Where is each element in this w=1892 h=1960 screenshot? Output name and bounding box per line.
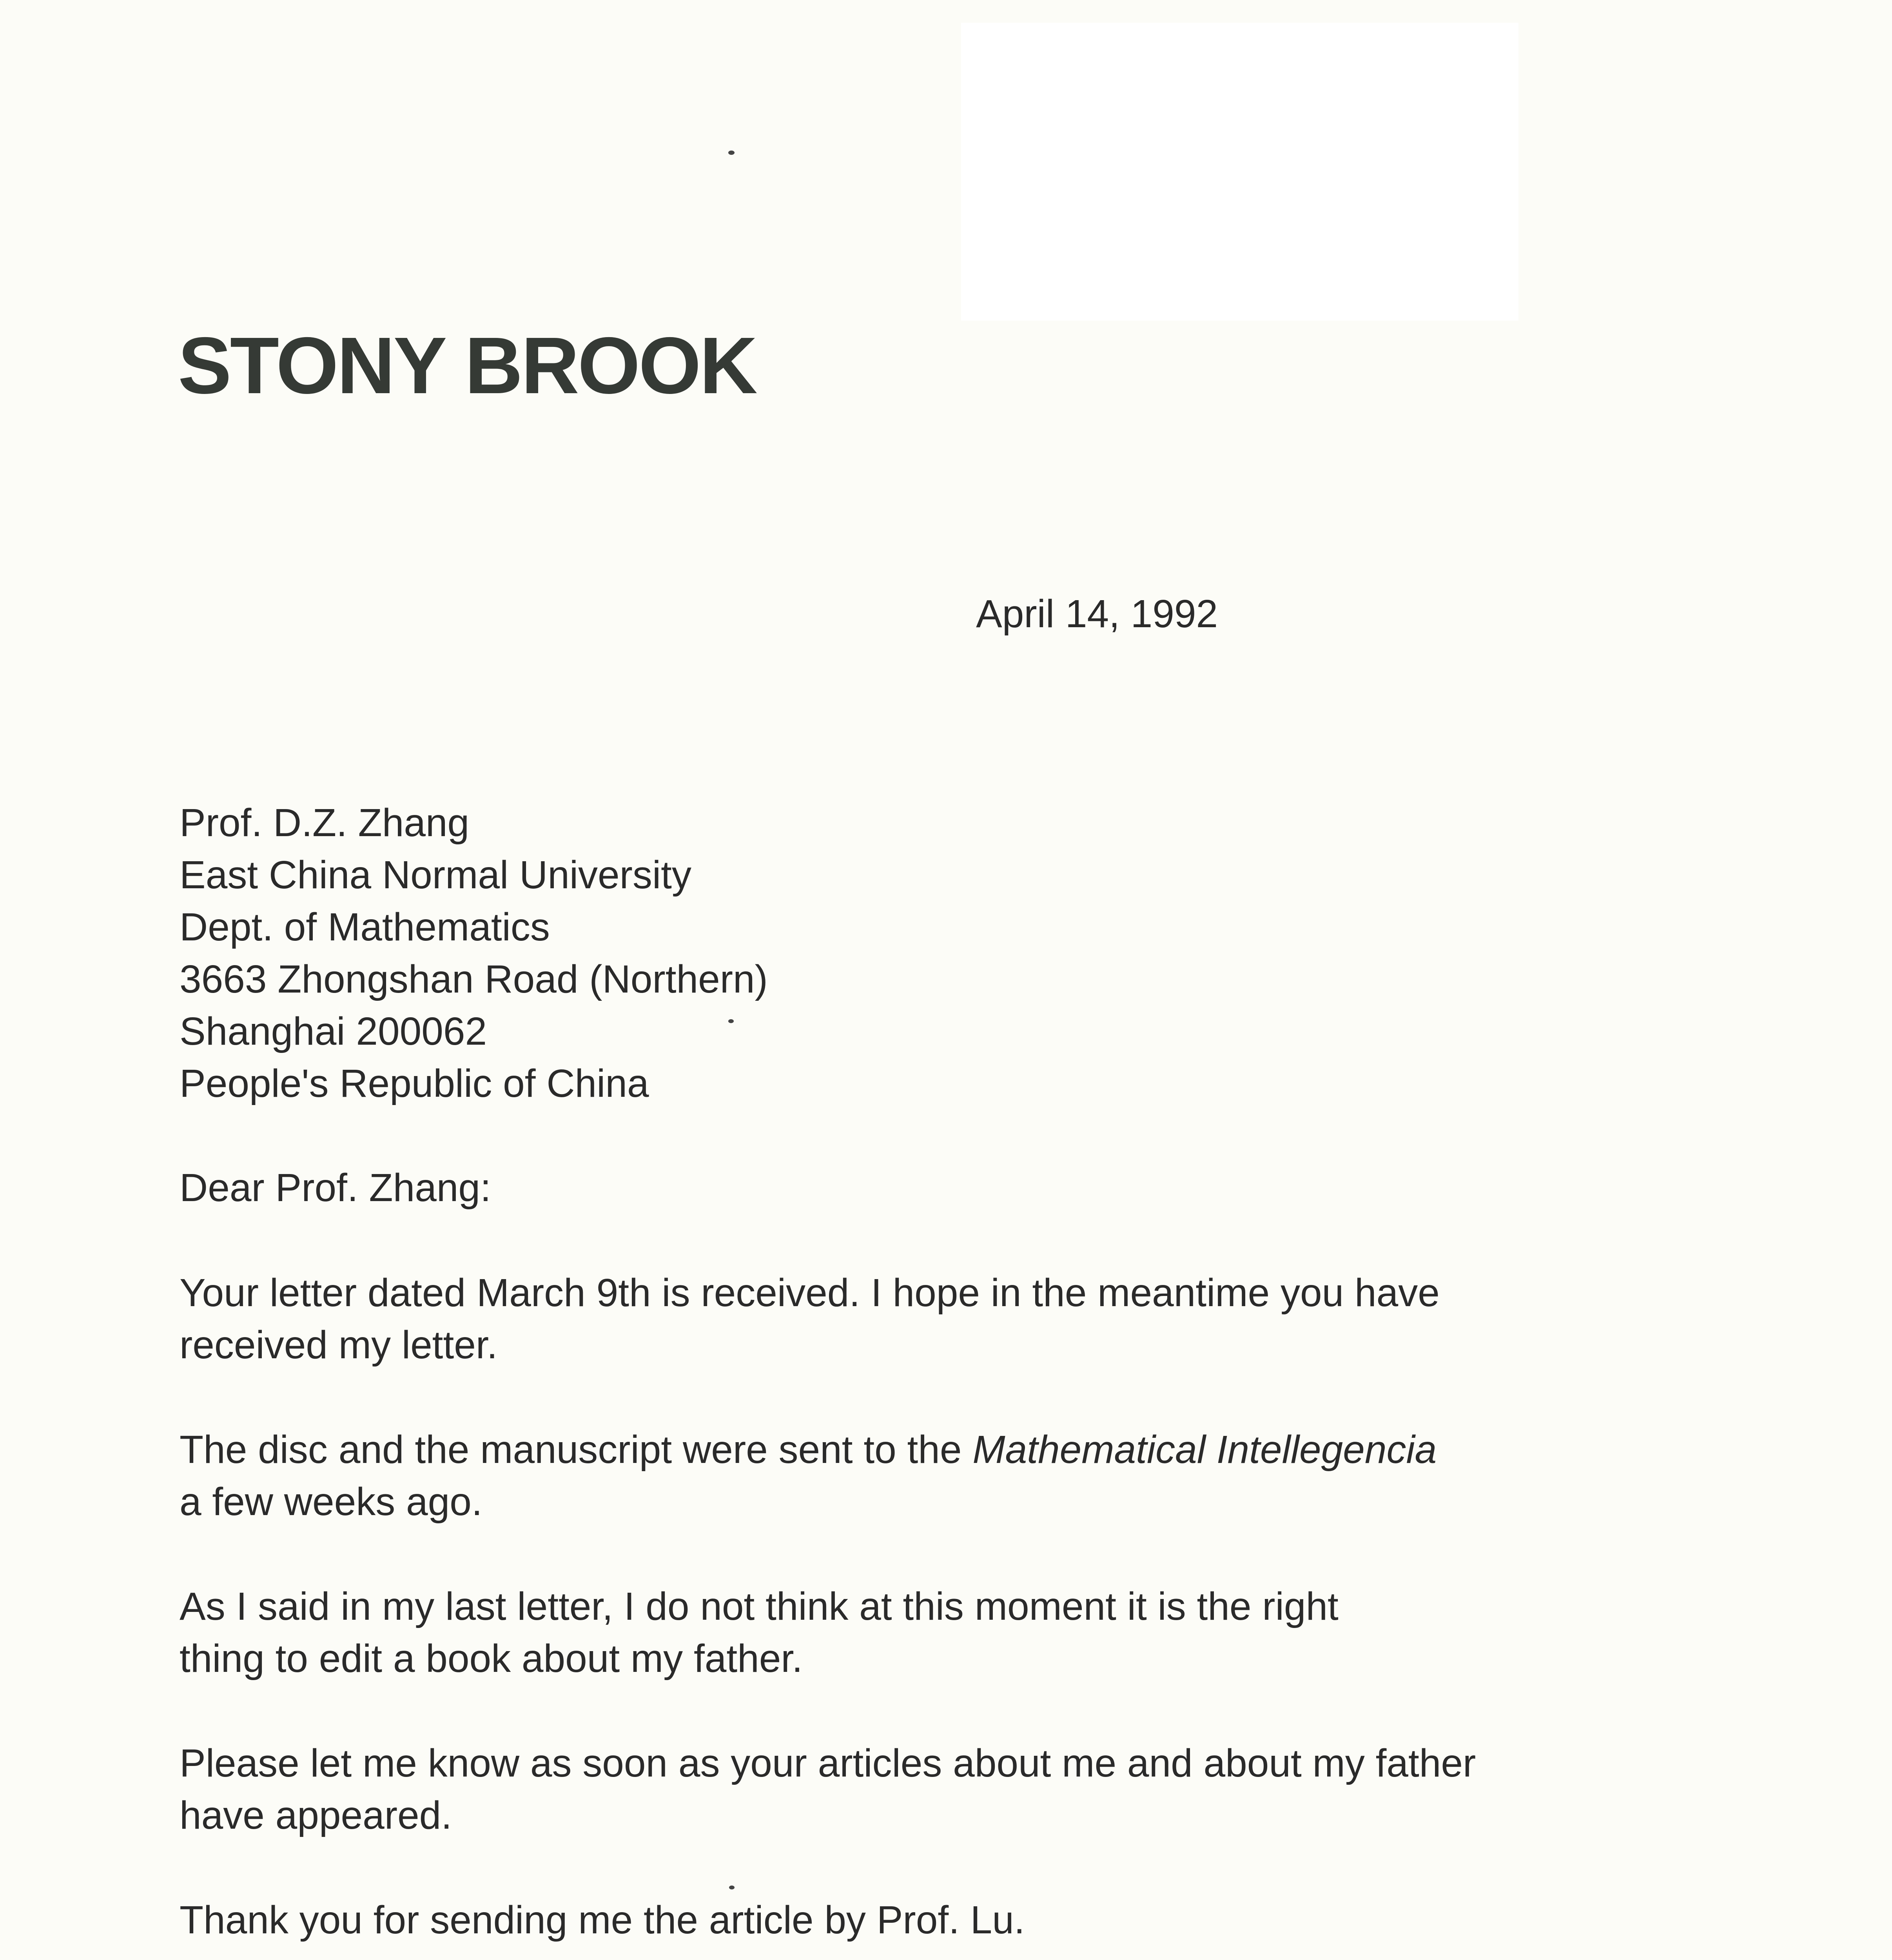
paragraph-line: received my letter.	[180, 1323, 498, 1367]
body-paragraph-5	[180, 1894, 1025, 1946]
paragraph-line: a few weeks ago.	[180, 1480, 483, 1524]
recipient-address	[180, 797, 768, 1110]
paper-speck	[728, 151, 735, 155]
paragraph-line	[180, 1424, 1437, 1476]
redacted-block	[961, 23, 1518, 321]
body-paragraph-2	[180, 1424, 1437, 1528]
paragraph-text: The disc and the manuscript were sent to the	[180, 1428, 973, 1472]
paragraph-line: Please let me know as soon as your articles about me and about my father	[180, 1741, 1476, 1785]
paragraph-line: thing to edit a book about my father.	[180, 1637, 803, 1681]
body-paragraph-3	[180, 1581, 1339, 1685]
address-line: Prof. D.Z. Zhang	[180, 801, 470, 845]
address-line: Shanghai 200062	[180, 1009, 487, 1053]
paragraph-line: As I said in my last letter, I do not think at this moment it is the right	[180, 1584, 1339, 1628]
letterhead-title: STONY BROOK	[178, 321, 756, 410]
letter-date: April 14, 1992	[976, 592, 1218, 636]
salutation: Dear Prof. Zhang:	[180, 1166, 491, 1210]
paragraph-line: Your letter dated March 9th is received. I hope in the meantime you have	[180, 1271, 1440, 1315]
address-line: Dept. of Mathematics	[180, 905, 550, 949]
paper-speck	[728, 1019, 734, 1023]
paragraph-line: have appeared.	[180, 1793, 452, 1837]
address-line: People's Republic of China	[180, 1062, 649, 1105]
paper-speck	[729, 1886, 735, 1889]
body-paragraph-1	[180, 1267, 1440, 1371]
body-paragraph-4	[180, 1737, 1476, 1842]
address-line: East China Normal University	[180, 853, 691, 897]
paragraph-line: Thank you for sending me the article by Prof. Lu.	[180, 1898, 1025, 1942]
address-line: 3663 Zhongshan Road (Northern)	[180, 957, 768, 1001]
journal-title: Mathematical Intellegencia	[972, 1428, 1437, 1472]
